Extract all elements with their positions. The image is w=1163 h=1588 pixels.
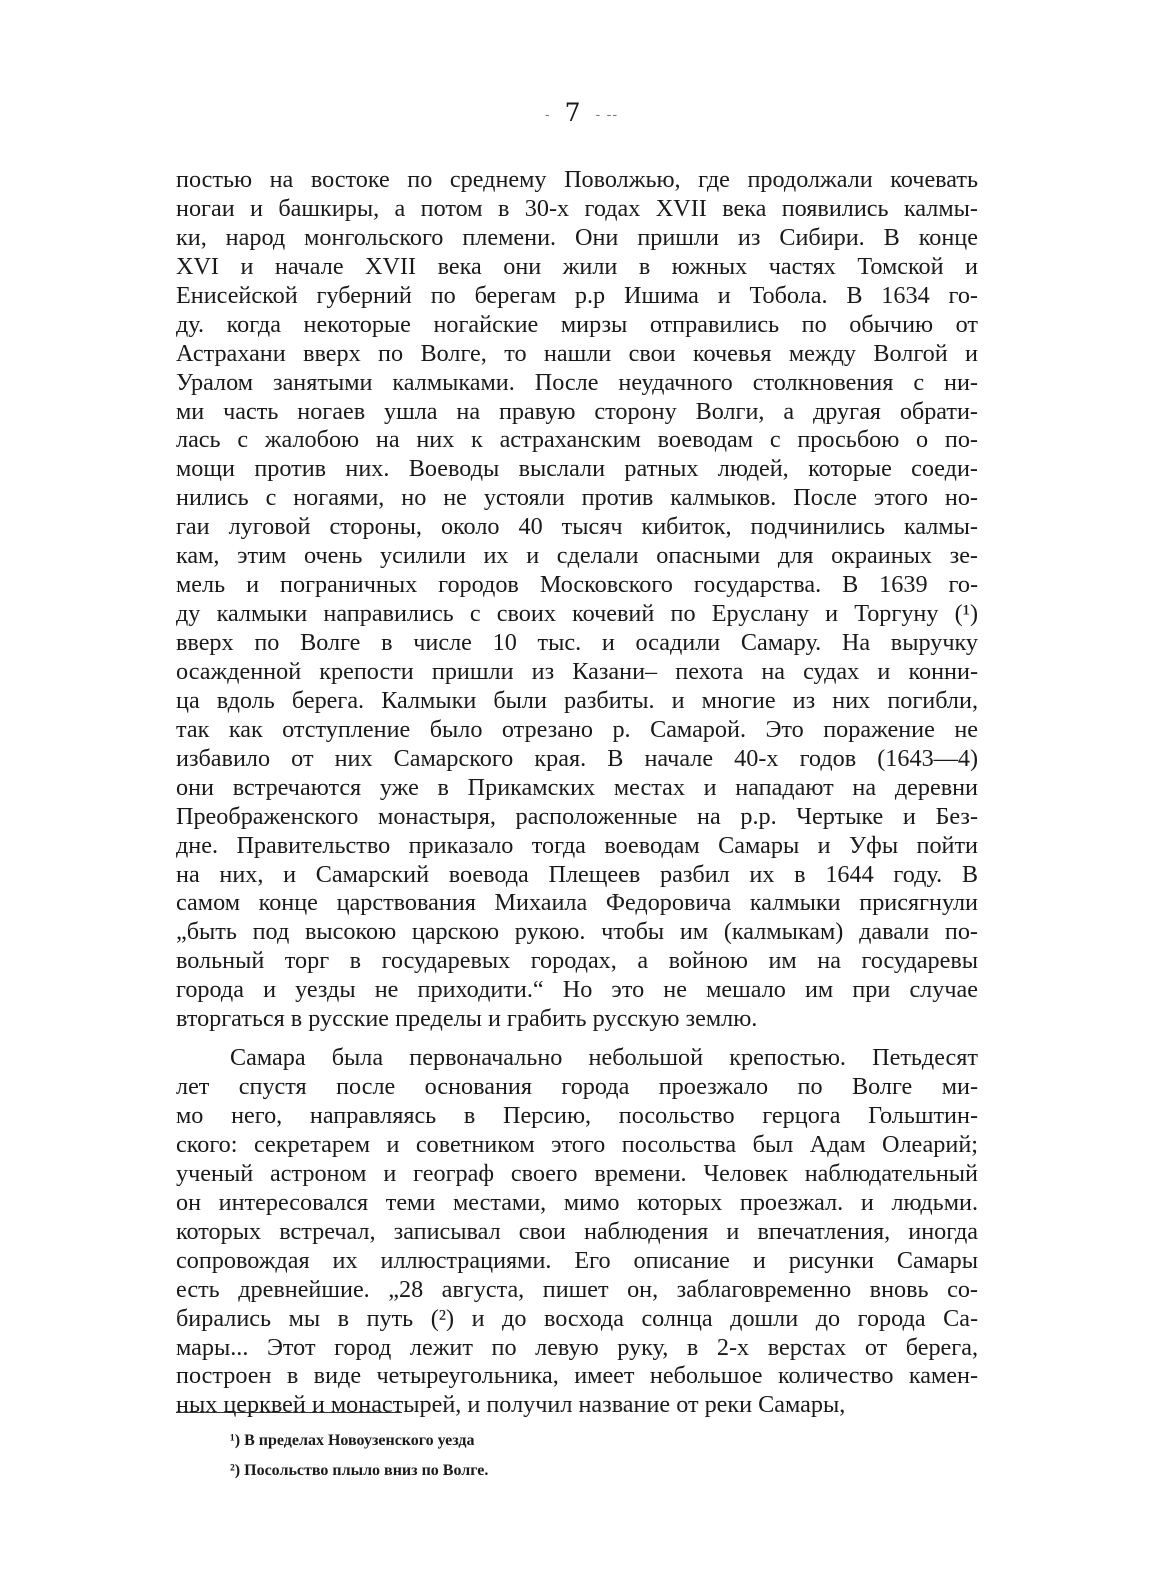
- text-line: постью на востоке по среднему Поволжью, где продолжали кочевать: [176, 166, 978, 193]
- text-line: вольный торг в государевых городах, а войною им на государевы: [176, 947, 978, 975]
- text-line: ученый астроном и географ своего времени. Человек наблюдательный: [176, 1159, 978, 1187]
- text-line: XVI и начале XVII века они жили в южных частях Томской и: [176, 252, 978, 280]
- text-line: бирались мы в путь (²) и до восхода солнца дошли до города Са-: [176, 1304, 978, 1332]
- text-line: есть древнейшие. „28 августа, пишет он, заблаговременно вновь со-: [176, 1275, 978, 1303]
- text-line: Енисейской губерний по берегам р.р Ишима и Тобола. В 1634 го-: [176, 281, 978, 309]
- text-line: самом конце царствования Михаила Федоровича калмыки присягнули: [176, 889, 978, 917]
- text-line: осажденной крепости пришли из Казани– пехота на судах и конни-: [176, 657, 978, 685]
- text-line: которых встречал, записывал свои наблюдения и впечатления, иногда: [176, 1217, 978, 1245]
- text-line: на них, и Самарский воевода Плещеев разбил их в 1644 году. В: [176, 860, 978, 888]
- text-line: нились с ногаями, но не устояли против калмыков. После этого но-: [176, 484, 978, 512]
- text-line: ца вдоль берега. Калмыки были разбиты. и многие из них погибли,: [176, 686, 978, 714]
- text-line: построен в виде четыреугольника, имеет небольшое количество камен-: [176, 1362, 978, 1390]
- text-line: ногаи и башкиры, а потом в 30-х годах XVII века появились калмы-: [176, 194, 978, 222]
- text-line: мель и пограничных городов Московского государства. В 1639 го-: [176, 571, 978, 599]
- text-line: дне. Правительство приказало тогда воеводам Самары и Уфы пойти: [176, 831, 978, 859]
- text-line: Самара была первоначально небольшой крепостью. Петьдесят: [230, 1044, 978, 1072]
- text-line: так как отступление было отрезано р. Самарой. Это поражение не: [176, 715, 978, 743]
- text-line: „быть под высокою царскою рукою. чтобы им (калмыкам) давали по-: [176, 918, 978, 946]
- text-line: Астрахани вверх по Волге, то нашли свои кочевья между Волгой и: [176, 339, 978, 367]
- paragraph-1: [176, 166, 978, 1034]
- text-line: ду. когда некоторые ногайские мирзы отправились по обычию от: [176, 310, 978, 338]
- text-line: мо него, направляясь в Персию, посольство герцога Гольштин-: [176, 1102, 978, 1129]
- text-line: избавило от них Самарского края. В начале 40-х годов (1643—4): [176, 744, 978, 772]
- text-line: ки, народ монгольского племени. Они пришли из Сибири. В конце: [176, 223, 978, 251]
- text-line: гаи луговой стороны, около 40 тысяч кибиток, подчинились калмы-: [176, 513, 978, 541]
- text-line: кам, этим очень усилили их и сделали опасными для окраиных зе-: [176, 542, 978, 570]
- text-line: вверх по Волге в числе 10 тыс. и осадили Самару. На выручку: [176, 629, 978, 656]
- text-line: лет спустя после основания города проезжало по Волге ми-: [176, 1073, 978, 1101]
- text-line: ду калмыки направились с своих кочевий по Еруслану и Торгуну (¹): [176, 600, 978, 628]
- main-text: [176, 166, 978, 1420]
- text-line: города и уезды не приходити.“ Но это не мешало им при случае: [176, 976, 978, 1004]
- footnote-1: ¹) В пределах Новоузенского уезда: [230, 1432, 475, 1449]
- text-line: Преображенского монастыря, расположенные на р.р. Чертыке и Без-: [176, 802, 978, 830]
- text-line: они встречаются уже в Прикамских местах и нападают на деревни: [176, 773, 978, 801]
- text-line: вторгаться в русские пределы и грабить русскую землю.: [176, 1005, 758, 1033]
- text-line: мощи против них. Воеводы выслали ратных людей, которые соеди-: [176, 455, 978, 483]
- text-line: ского: секретарем и советником этого посольства был Адам Олеарий;: [176, 1130, 978, 1158]
- footnote-rule: [176, 1412, 402, 1413]
- header-dash-left: -: [544, 106, 551, 123]
- header-dash-right: - --: [595, 106, 619, 123]
- text-line: ных церквей и монастырей, и получил название от реки Самары,: [176, 1391, 846, 1419]
- paragraph-2: [176, 1044, 978, 1420]
- text-line: ми часть ногаев ушла на правую сторону Волги, а другая обрати-: [176, 397, 978, 425]
- page-header: [0, 98, 1163, 127]
- text-line: сопровождая их иллюстрациями. Его описание и рисунки Самары: [176, 1246, 978, 1274]
- text-line: мары... Этот город лежит по левую руку, в 2-х верстах от берега,: [176, 1333, 978, 1361]
- text-line: Уралом занятыми калмыками. После неудачного столкновения с ни-: [176, 368, 978, 396]
- text-line: он интересовался теми местами, мимо которых проезжал. и людьми.: [176, 1188, 978, 1216]
- text-line: лась с жалобою на них к астраханским воеводам с просьбою о по-: [176, 426, 978, 454]
- page-number: 7: [564, 98, 582, 127]
- footnote-2: ²) Посольство плыло вниз по Волге.: [230, 1462, 489, 1479]
